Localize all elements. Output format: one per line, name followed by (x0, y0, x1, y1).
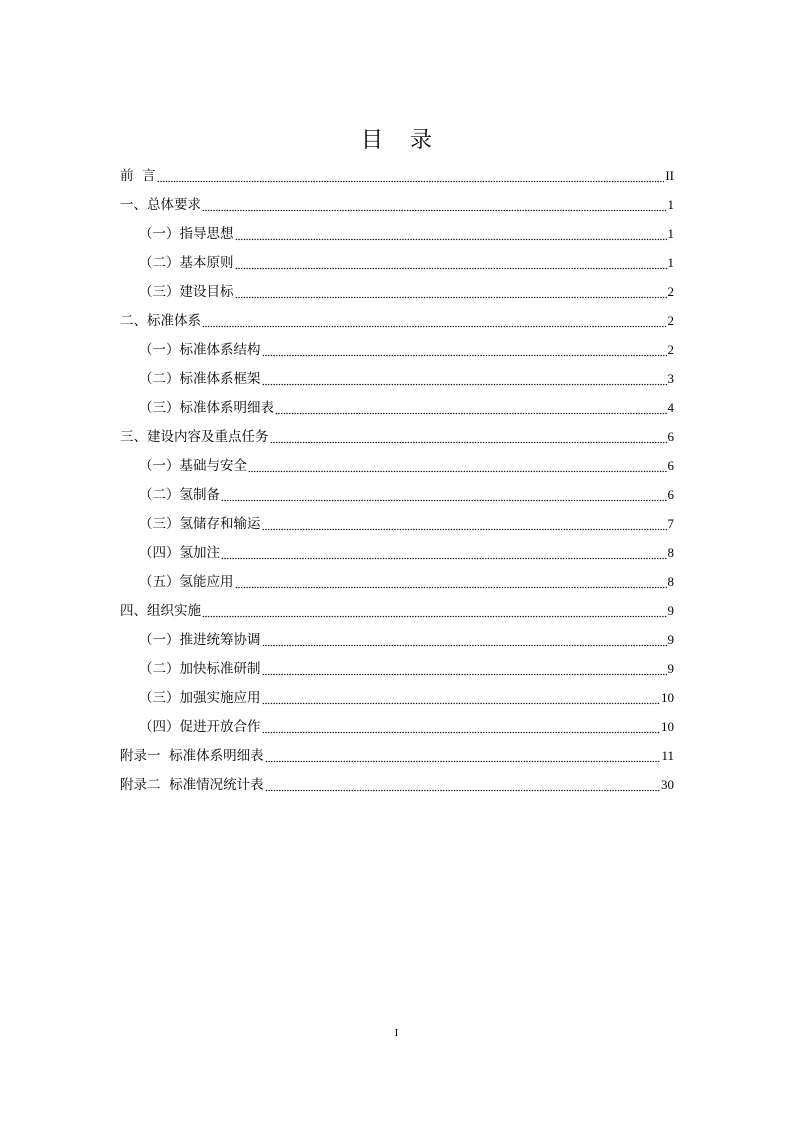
toc-entry-section-2-1[interactable] (120, 335, 674, 364)
page-title: 目 录 (361, 128, 442, 153)
toc-entry-page-number: 6 (667, 457, 674, 473)
toc-entry-section-2-3[interactable] (120, 393, 674, 422)
toc-dot-leader (202, 603, 667, 619)
toc-entry-label: （二）基本原则 (139, 254, 234, 271)
toc-dot-leader (275, 400, 667, 416)
toc-entry-page-number: 3 (667, 370, 674, 386)
toc-dot-leader (235, 574, 667, 590)
toc-entry-section-3-5[interactable] (120, 567, 674, 596)
toc-entry-page-number: 10 (661, 718, 674, 734)
toc-entry-appendix-1[interactable] (120, 741, 674, 770)
toc-dot-leader (221, 545, 667, 561)
toc-entry-section-4-2[interactable] (120, 654, 674, 683)
toc-entry-label: 二、标准体系 (120, 312, 201, 329)
page-footer-number: I (394, 1027, 399, 1039)
toc-dot-leader (235, 284, 667, 300)
toc-dot-leader (262, 632, 667, 648)
toc-entry-page-number: 6 (667, 428, 674, 444)
toc-entry-section-2[interactable] (120, 306, 674, 335)
toc-entry-label: 前 言 (120, 167, 156, 184)
toc-entry-label: （一）基础与安全 (139, 457, 247, 474)
toc-entry-preface[interactable] (120, 161, 674, 190)
toc-dot-leader (265, 748, 661, 764)
toc-dot-leader (262, 690, 661, 706)
toc-entry-section-4-3[interactable] (120, 683, 674, 712)
toc-entry-section-2-2[interactable] (120, 364, 674, 393)
toc-entry-label: （一）推进统筹协调 (139, 631, 261, 648)
toc-dot-leader (248, 458, 667, 474)
toc-entry-label: 附录一 标准体系明细表 (120, 747, 264, 764)
toc-entry-label: （一）标准体系结构 (139, 341, 261, 358)
toc-entry-page-number: 9 (667, 631, 674, 647)
toc-dot-leader (270, 429, 667, 445)
toc-dot-leader (262, 371, 667, 387)
toc-entry-page-number: 2 (667, 341, 674, 357)
toc-dot-leader (262, 661, 667, 677)
toc-dot-leader (262, 342, 667, 358)
toc-entry-page-number: 7 (667, 515, 674, 531)
toc-entry-page-number: 1 (667, 254, 674, 270)
toc-entry-page-number: 9 (667, 660, 674, 676)
toc-entry-page-number: 8 (667, 573, 674, 589)
toc-entry-label: （四）氢加注 (139, 544, 220, 561)
toc-entry-label: 一、总体要求 (120, 196, 201, 213)
toc-entry-section-3[interactable] (120, 422, 674, 451)
toc-entry-page-number: 4 (667, 399, 674, 415)
toc-entry-label: （四）促进开放合作 (139, 718, 261, 735)
toc-dot-leader (202, 313, 667, 329)
toc-entry-section-1[interactable] (120, 190, 674, 219)
toc-entry-label: （二）标准体系框架 (139, 370, 261, 387)
toc-entry-section-3-1[interactable] (120, 451, 674, 480)
toc-entry-section-4-1[interactable] (120, 625, 674, 654)
toc-entry-label: （五）氢能应用 (139, 573, 234, 590)
toc-entry-section-3-4[interactable] (120, 538, 674, 567)
toc-dot-leader (235, 255, 667, 271)
toc-dot-leader (262, 719, 661, 735)
toc-entry-label: 附录二 标准情况统计表 (120, 776, 264, 793)
toc-entry-label: （三）建设目标 (139, 283, 234, 300)
toc-entry-label: （一）指导思想 (139, 225, 234, 242)
toc-entry-page-number: 10 (661, 689, 674, 705)
toc-entry-page-number: 2 (667, 312, 674, 328)
toc-entry-section-4[interactable] (120, 596, 674, 625)
toc-dot-leader (157, 168, 665, 184)
toc-dot-leader (265, 777, 660, 793)
toc-entry-page-number: 1 (667, 225, 674, 241)
toc-dot-leader (235, 226, 667, 242)
toc-entry-page-number: II (665, 167, 674, 183)
toc-entry-page-number: 30 (661, 776, 674, 792)
toc-entry-page-number: 9 (667, 602, 674, 618)
toc-entry-page-number: 11 (661, 747, 674, 763)
toc-dot-leader (202, 197, 667, 213)
toc-entry-section-1-2[interactable] (120, 248, 674, 277)
toc-entry-page-number: 2 (667, 283, 674, 299)
toc-entry-page-number: 8 (667, 544, 674, 560)
table-of-contents (120, 161, 674, 799)
toc-entry-page-number: 1 (667, 196, 674, 212)
toc-dot-leader (262, 516, 667, 532)
toc-entry-section-1-1[interactable] (120, 219, 674, 248)
toc-entry-label: 四、组织实施 (120, 602, 201, 619)
toc-entry-appendix-2[interactable] (120, 770, 674, 799)
toc-entry-label: （三）氢储存和输运 (139, 515, 261, 532)
toc-entry-page-number: 6 (667, 486, 674, 502)
toc-entry-section-3-3[interactable] (120, 509, 674, 538)
toc-dot-leader (221, 487, 667, 503)
toc-entry-section-1-3[interactable] (120, 277, 674, 306)
toc-entry-label: （三）标准体系明细表 (139, 399, 274, 416)
toc-entry-label: 三、建设内容及重点任务 (120, 428, 269, 445)
toc-entry-label: （三）加强实施应用 (139, 689, 261, 706)
toc-entry-label: （二）加快标准研制 (139, 660, 261, 677)
toc-entry-section-3-2[interactable] (120, 480, 674, 509)
toc-entry-label: （二）氢制备 (139, 486, 220, 503)
toc-entry-section-4-4[interactable] (120, 712, 674, 741)
